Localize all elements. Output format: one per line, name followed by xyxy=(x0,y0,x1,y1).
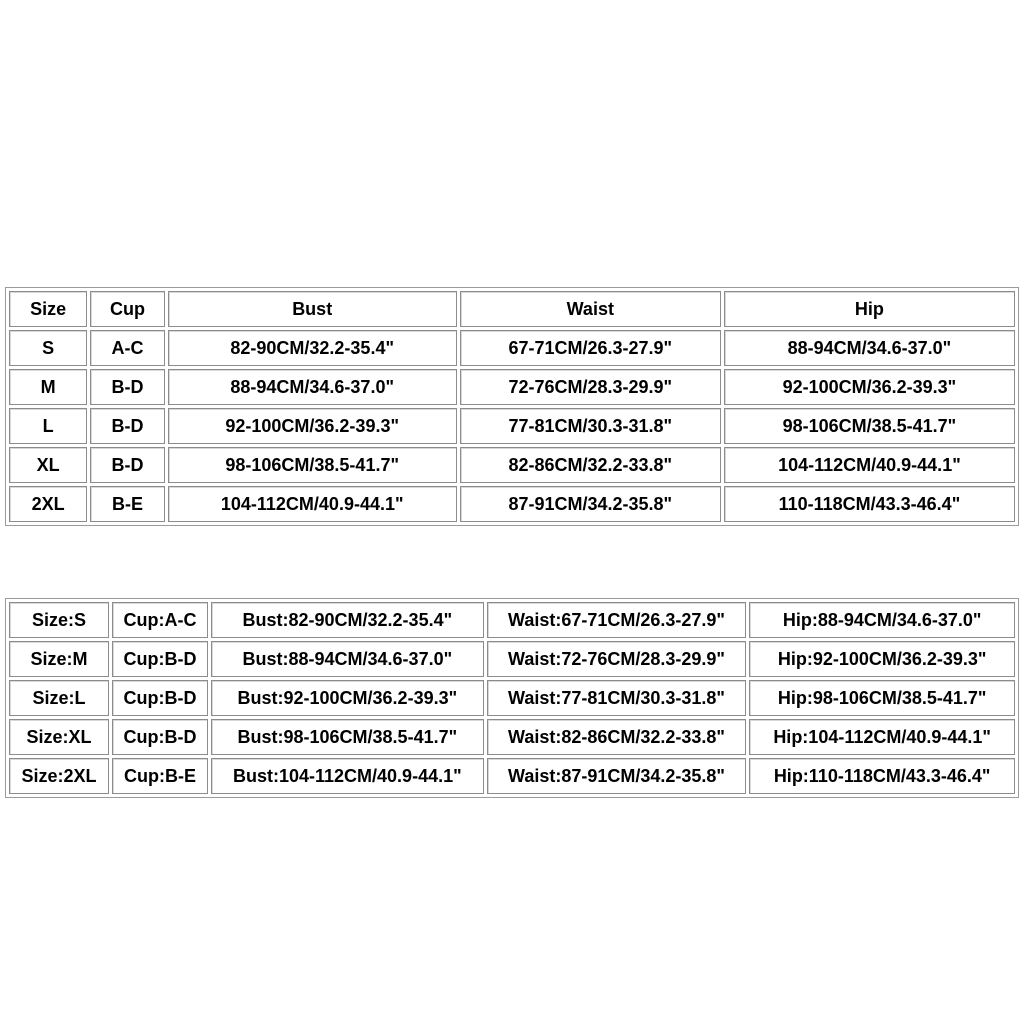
table-cell: Bust:92-100CM/36.2-39.3" xyxy=(211,680,484,716)
header-size: Size xyxy=(9,291,87,327)
table-cell: Bust:88-94CM/34.6-37.0" xyxy=(211,641,484,677)
table-cell: B-D xyxy=(90,369,164,405)
table-cell: 82-90CM/32.2-35.4" xyxy=(168,330,457,366)
table-cell: 67-71CM/26.3-27.9" xyxy=(460,330,721,366)
table-cell: B-D xyxy=(90,408,164,444)
table-cell: Waist:67-71CM/26.3-27.9" xyxy=(487,602,747,638)
table-row xyxy=(9,369,1015,405)
table-row xyxy=(9,758,1015,794)
table-row xyxy=(9,680,1015,716)
table-cell: Hip:110-118CM/43.3-46.4" xyxy=(749,758,1015,794)
table-cell: Hip:88-94CM/34.6-37.0" xyxy=(749,602,1015,638)
table-cell: 72-76CM/28.3-29.9" xyxy=(460,369,721,405)
header-bust: Bust xyxy=(168,291,457,327)
header-cup: Cup xyxy=(90,291,164,327)
table-cell: Waist:77-81CM/30.3-31.8" xyxy=(487,680,747,716)
table-cell: Hip:98-106CM/38.5-41.7" xyxy=(749,680,1015,716)
table-cell: Bust:98-106CM/38.5-41.7" xyxy=(211,719,484,755)
table-cell: Waist:72-76CM/28.3-29.9" xyxy=(487,641,747,677)
table-cell: 82-86CM/32.2-33.8" xyxy=(460,447,721,483)
table-cell: Waist:87-91CM/34.2-35.8" xyxy=(487,758,747,794)
table-cell: Cup:A-C xyxy=(112,602,208,638)
table-cell: Cup:B-D xyxy=(112,680,208,716)
table-cell: Size:S xyxy=(9,602,109,638)
table-cell: Cup:B-E xyxy=(112,758,208,794)
table-cell: 110-118CM/43.3-46.4" xyxy=(724,486,1015,522)
table-cell: Size:L xyxy=(9,680,109,716)
table-row xyxy=(9,486,1015,522)
size-chart-labeled-table xyxy=(5,598,1019,798)
table-cell: B-E xyxy=(90,486,164,522)
table-cell: 87-91CM/34.2-35.8" xyxy=(460,486,721,522)
table-cell: B-D xyxy=(90,447,164,483)
table-row xyxy=(9,447,1015,483)
table-cell: 104-112CM/40.9-44.1" xyxy=(724,447,1015,483)
table-cell: S xyxy=(9,330,87,366)
table-cell: 92-100CM/36.2-39.3" xyxy=(168,408,457,444)
table-cell: 92-100CM/36.2-39.3" xyxy=(724,369,1015,405)
table-cell: 88-94CM/34.6-37.0" xyxy=(168,369,457,405)
table-row xyxy=(9,641,1015,677)
table-cell: Hip:92-100CM/36.2-39.3" xyxy=(749,641,1015,677)
table-cell: L xyxy=(9,408,87,444)
table-row xyxy=(9,602,1015,638)
table-cell: Bust:82-90CM/32.2-35.4" xyxy=(211,602,484,638)
table-row xyxy=(9,330,1015,366)
table-cell: 98-106CM/38.5-41.7" xyxy=(168,447,457,483)
table-cell: M xyxy=(9,369,87,405)
table-cell: XL xyxy=(9,447,87,483)
table-cell: Hip:104-112CM/40.9-44.1" xyxy=(749,719,1015,755)
table-cell: Cup:B-D xyxy=(112,641,208,677)
table-cell: Waist:82-86CM/32.2-33.8" xyxy=(487,719,747,755)
table-cell: Size:M xyxy=(9,641,109,677)
table-cell: 77-81CM/30.3-31.8" xyxy=(460,408,721,444)
table-row xyxy=(9,719,1015,755)
table-cell: Cup:B-D xyxy=(112,719,208,755)
table-row xyxy=(9,408,1015,444)
table-cell: 2XL xyxy=(9,486,87,522)
header-waist: Waist xyxy=(460,291,721,327)
table-cell: Size:2XL xyxy=(9,758,109,794)
table-header-row xyxy=(9,291,1015,327)
table-cell: 88-94CM/34.6-37.0" xyxy=(724,330,1015,366)
size-chart-table xyxy=(5,287,1019,526)
table-cell: A-C xyxy=(90,330,164,366)
table-cell: Size:XL xyxy=(9,719,109,755)
table-cell: 104-112CM/40.9-44.1" xyxy=(168,486,457,522)
header-hip: Hip xyxy=(724,291,1015,327)
table-cell: 98-106CM/38.5-41.7" xyxy=(724,408,1015,444)
table-cell: Bust:104-112CM/40.9-44.1" xyxy=(211,758,484,794)
